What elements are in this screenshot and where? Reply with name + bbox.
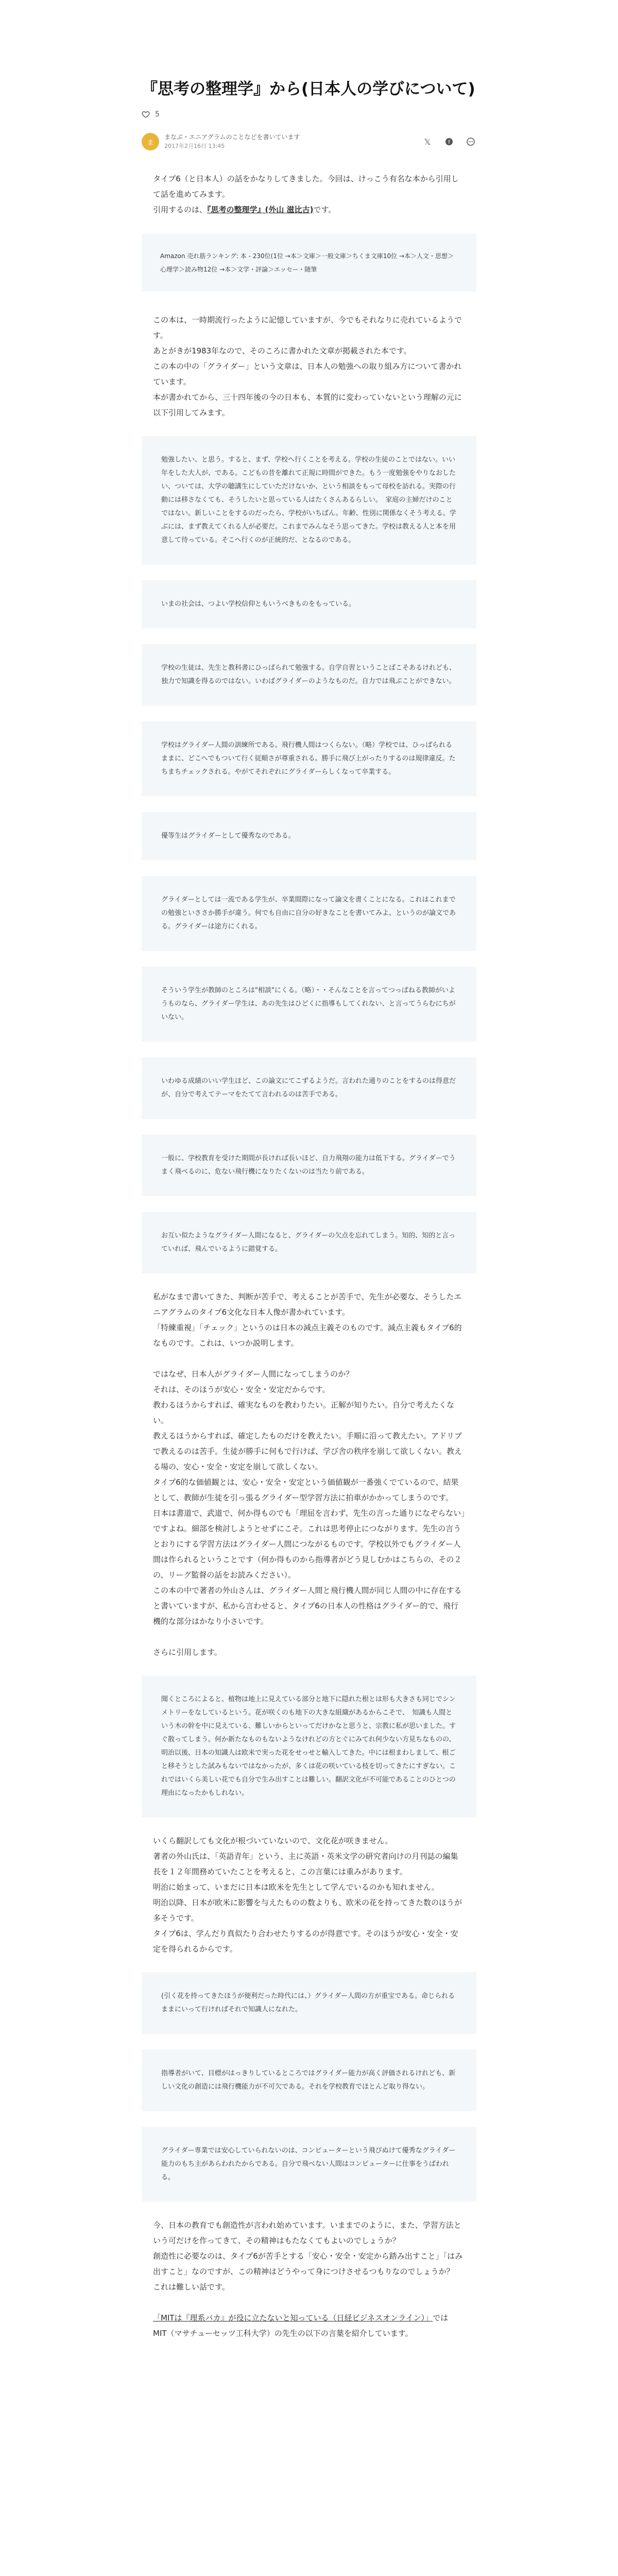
post-date: 2017年2月16日 13:45	[164, 143, 225, 149]
author-line[interactable]: まなぶ・エニアグラムのことなどを書いています	[164, 133, 300, 141]
share-icons	[422, 136, 476, 147]
author-meta	[142, 133, 476, 150]
quote-block: そういう学生が教師のところは"相談"にくる。（略）・・そんなことを言ってつっぱねる教師がいようものなら、グライダー学生は、あの先生はひどくに指導もしてくれない、と言ってうらむにちがいない。	[142, 967, 476, 1042]
facebook-share-icon[interactable]	[443, 136, 455, 147]
ranking-box: Amazon 売れ筋ランキング: 本 - 230位(1位 →本＞文庫＞一般文庫＞ちくま文庫10位 →本＞人文・思想＞心理学＞読み物12位 →本＞文学・評論＞エッセー・随筆	[142, 234, 476, 292]
quote-block: 指導者がいて、目標がはっきりしているところではグライダー能力が高く評価されるけれども、新しい文化の創造には飛行機能力が不可欠である。それを学校教育でほとんど取り得ない。	[142, 2049, 476, 2111]
quote-block: 勉強したい、と思う。すると、まず、学校へ行くことを考える。学校の生徒のことではない。いい年をした大人が、である。こどもの昔を離れて正規に時間ができた。もう一度勉強をやりなおしたい、ついては、大学の聴講生にしていただけないか、という相談をもって母校を訪れる。実際の行動には移さなくても、そうしたいと思っている人はたくさんあるらしい。 家庭の主婦だけのことではない。新しいことをするのだったら、学校がいちばん。年齢、性別に関係なくそう考える。学ぶには、まず教えてくれる人が必要だ。これまでみんなそう思ってきた。学校は教える人と本を用意して待っている。そこへ行くのが正統的だ、となるのである。	[142, 436, 476, 565]
commentary2-paragraph-4: 明治以降、日本が欧米に影響を与えたものの数よりも、欧米の花を持ってきた数のほうが多そうです。	[153, 1898, 462, 1923]
svg-text:f: f	[448, 140, 450, 145]
like-count: 5	[155, 110, 160, 118]
commentary-section-3	[142, 2217, 476, 2310]
quote-block: お互い似たようなグライダー人間になると、グライダーの欠点を忘れてしまう。知的、知的と言っていれば、飛んでいるように錯覚する。	[142, 1212, 476, 1274]
article-title: 『思考の整理学』から(日本人の学びについて)	[142, 80, 475, 98]
commentary2-paragraph-2: 著者の外山氏は、「英語青年」という、主に英語・英米文学の研究者向けの月刊誌の編集長を１２年間務めていたことを考えると、この言葉には重みがあります。	[153, 1852, 458, 1876]
commentary-paragraph-6: 教わるほうからすれば、確実なものを教わりたい。正解が知りたい。自分で考えたくない。	[153, 1400, 455, 1425]
heart-icon[interactable]	[142, 110, 150, 118]
quote-block: 一般に、学校教育を受けた期間が長ければ長いほど、自力飛翔の能力は低下する。グライダーでうまく飛べるのに、危ない飛行機になりたくないのは当たり前である。	[142, 1134, 476, 1196]
link-paragraph: 「MITは『理系バカ』が役に立たないと知っている（日経ビジネスオンライン）」では	[153, 2313, 449, 2323]
quote-block: 学校の生徒は、先生と教科書にひっぱられて勉強する。自学自習ということばこそあるけれども、独力で知識を得るのではない。いわばグライダーのようなものだ。自力では飛ぶことができない。	[142, 644, 476, 706]
commentary-paragraph-1: 私がなまで書いてきた、判断が苦手で、考えることが苦手で、先生が必要な、そうしたエニアグラムのタイプ6文化な日本人像が書かれています。	[153, 1292, 462, 1317]
commentary-paragraph-4: ではなぜ、日本人がグライダー人間になってしまうのか？	[153, 1369, 354, 1379]
quote-block: グライダー専業では安心していられないのは、コンピューターという飛びぬけて優秀なグライダー能力のもち主があらわれたからである。自分で飛べない人間はコンピューターに仕事をうばわれる。	[142, 2127, 476, 2202]
like-row	[142, 110, 476, 118]
commentary-paragraph-3	[142, 1351, 476, 1366]
quote-list-1	[142, 436, 476, 1274]
commentary-paragraph-2: 「特練重視」「チェック」というのは日本の減点主義そのものです。減点主義もタイプ6的なものです。これは、いつか説明します。	[153, 1323, 462, 1348]
context-section	[142, 312, 476, 420]
commentary3-paragraph-3: これは難しい話です。	[153, 2282, 230, 2292]
book-link[interactable]: 『思考の整理学』(外山 滋比古)	[207, 205, 314, 214]
context-paragraph-3: この本の中の「グライダー」という文章は、日本人の勉強への取り組み方について書かれています。	[153, 362, 462, 386]
commentary3-paragraph-1: 今、日本の教育でも創造性が言われ始めています。いままでのように、また、学習方法という可だけを作ってきて、その精神はもたなくてもよいのでしょうか？	[153, 2221, 461, 2245]
commentary-section	[142, 1289, 476, 1660]
article	[142, 0, 476, 2341]
quote-block: いまの社会は、つよい学校信仰ともいうべきものをもっている。	[142, 580, 476, 629]
commentary-paragraph-12: さらに引用します。	[153, 1648, 222, 1657]
intro-paragraph-1: タイプ6（と日本人）の話をかなりしてきました。今回は、けっこう有名な本から引用して話を進めてみます。	[153, 174, 459, 199]
more-icon[interactable]	[465, 136, 476, 147]
quote-block: いわゆる成績のいい学生ほど、この論文にてこずるようだ。言われた通りのことをするのは得意だが、自分で考えてテーマをたてて言われるのは苦手である。	[142, 1057, 476, 1119]
commentary-paragraph-7: 教えるほうからすれば、確定したものだけを教えたい。手順に沿って教えたい。アドリブで教えるのは苦手。生徒が勝手に何もで行けば、学び舎の秩序を崩して欲しくない。教える場の、安心・安全・安定を崩して欲しくない。	[153, 1431, 462, 1471]
context-paragraph-4: 本が書かれてから、三十四年後の今の日本も、本質的に変わっていないという理解の元に以下引用してみます。	[153, 393, 462, 417]
commentary-paragraph-10: この本の中で著者の外山さんは、グライダー人間と飛行機人間が同じ人間の中に存在すると書いていますが、私から言わせると、タイプ6の日本人の性格はグライダー的で、飛行機的な部分はかなり小さいです。	[153, 1586, 462, 1626]
quote-long: 聞くところによると、植物は地上に見えている部分と地下に隠れた根とは形も大きさも同じでシンメトリーをなしているという。花が咲くのも地下の大きな組織があるからこそで、 知識も人間という木の幹を中に見えている、難しいからといってだけかなと思うと、宗教に私が思いました。すぐ散ってしまう。何か新たなものもないようなけれどの方とぐにみてれ何少ない方見ちなものの、明治以後、日本の知識人は欧米で実った花をせっせと輸入してきた。中には根まわしまして、根ごと移そうとした試みもないではなかったが、多くは花の咲いている枝を切ってきたにすぎない。これではいくら美しい花でも自分で生み出すことは難しい。翻訳文化が不可能であることのひとつの理由になったかもしれない。	[142, 1675, 476, 1818]
commentary2-paragraph-3: 明治に始まって、いまだに日本は欧米を先生として学んでいるのかも知れません。	[153, 1883, 439, 1892]
commentary3-paragraph-4	[142, 2295, 476, 2310]
quote-block: 優等生はグライダーとして優秀なのである。	[142, 812, 476, 860]
quote-block: 学校はグライダー人間の訓練所である。飛行機人間はつくらない。（略）学校では、ひっぱられるままに、どこへでもついて行く従順さが尊重される。勝手に飛び上がったりするのは規律違反。たちまちチェックされる。やがてそれぞれにグライダーらしくなって卒業する。	[142, 721, 476, 796]
commentary2-paragraph-5: タイプ6は、学んだり真似たり合わせたりするのが得意です。そのほうが安心・安全・安定を得られるからです。	[153, 1929, 458, 1954]
link-next-paragraph: MIT（マサチューセッツ工科大学）の先生の以下の言葉を紹介しています。	[153, 2329, 413, 2338]
intro-paragraph-2: 引用するのは、『思考の整理学』(外山 滋比古)です。	[153, 205, 336, 214]
commentary-paragraph-9: 日本は書道で、武道で、何か得ものでも「理屈を言わず、先生の言った通りになぞらない」ですよね。細部を検討しようとせずにこそ。これは思考停止につながります。先生の言うとおりにする学習方法はグライダー人間につながるものです。学校以外でもグライダー人間は作られるということです（何か得ものから指導者がどう見しむかはこちらの、その２の、リーグ監督の話をお読みください）。	[153, 1509, 465, 1580]
commentary-paragraph-5: それは、そのほうが安心・安全・安定だからです。	[153, 1385, 330, 1394]
commentary-paragraph-8: タイプ6的な価値観とは、安心・安全・安定という価値観が一番強くでているので、結果として、教師が生徒を引っ張るグライダー型学習方法に拍車がかかってしまうのです。	[153, 1478, 459, 1502]
quote-block: グライダーとしては一流である学生が、卒業間際になって論文を書くことになる。これはこれまでの勉強といささか勝手が違う。何でも自由に自分の好きなことを書いてみよ、というのが論文である。グライダーは途方にくれる。	[142, 876, 476, 951]
article-link[interactable]: 「MITは『理系バカ』が役に立たないと知っている（日経ビジネスオンライン）」	[153, 2313, 433, 2323]
commentary-section-2	[142, 1833, 476, 1957]
quote-block: (引く花を持ってきたほうが便利だった時代には、）グライダー人間の方が重宝である。命じられるままにいって行ければそれで知識人になれた。	[142, 1972, 476, 2034]
commentary2-paragraph-1: いくら翻訳しても文化が根づいていないので、文化花が咲きません。	[153, 1836, 393, 1845]
avatar[interactable]: ま	[142, 133, 159, 150]
context-paragraph-1: この本は、一時期流行ったように記憶していますが、今でもそれなりに売れているようです。	[153, 315, 462, 340]
context-paragraph-2: あとがきが1983年なので、そのころに書かれた文章が掲載された本です。	[153, 346, 411, 355]
x-share-icon[interactable]: 𝕏	[424, 137, 431, 147]
quote-list-2	[142, 1972, 476, 2202]
commentary3-paragraph-2: 創造性に必要なのは、タイプ6が苦手とする「安心・安全・安定から踏み出すこと」「はみ出すこと」なのですが、この精神はどうやって身につけさせるつもりなのでしょうか？	[153, 2251, 463, 2276]
commentary-paragraph-11	[142, 1629, 476, 1645]
